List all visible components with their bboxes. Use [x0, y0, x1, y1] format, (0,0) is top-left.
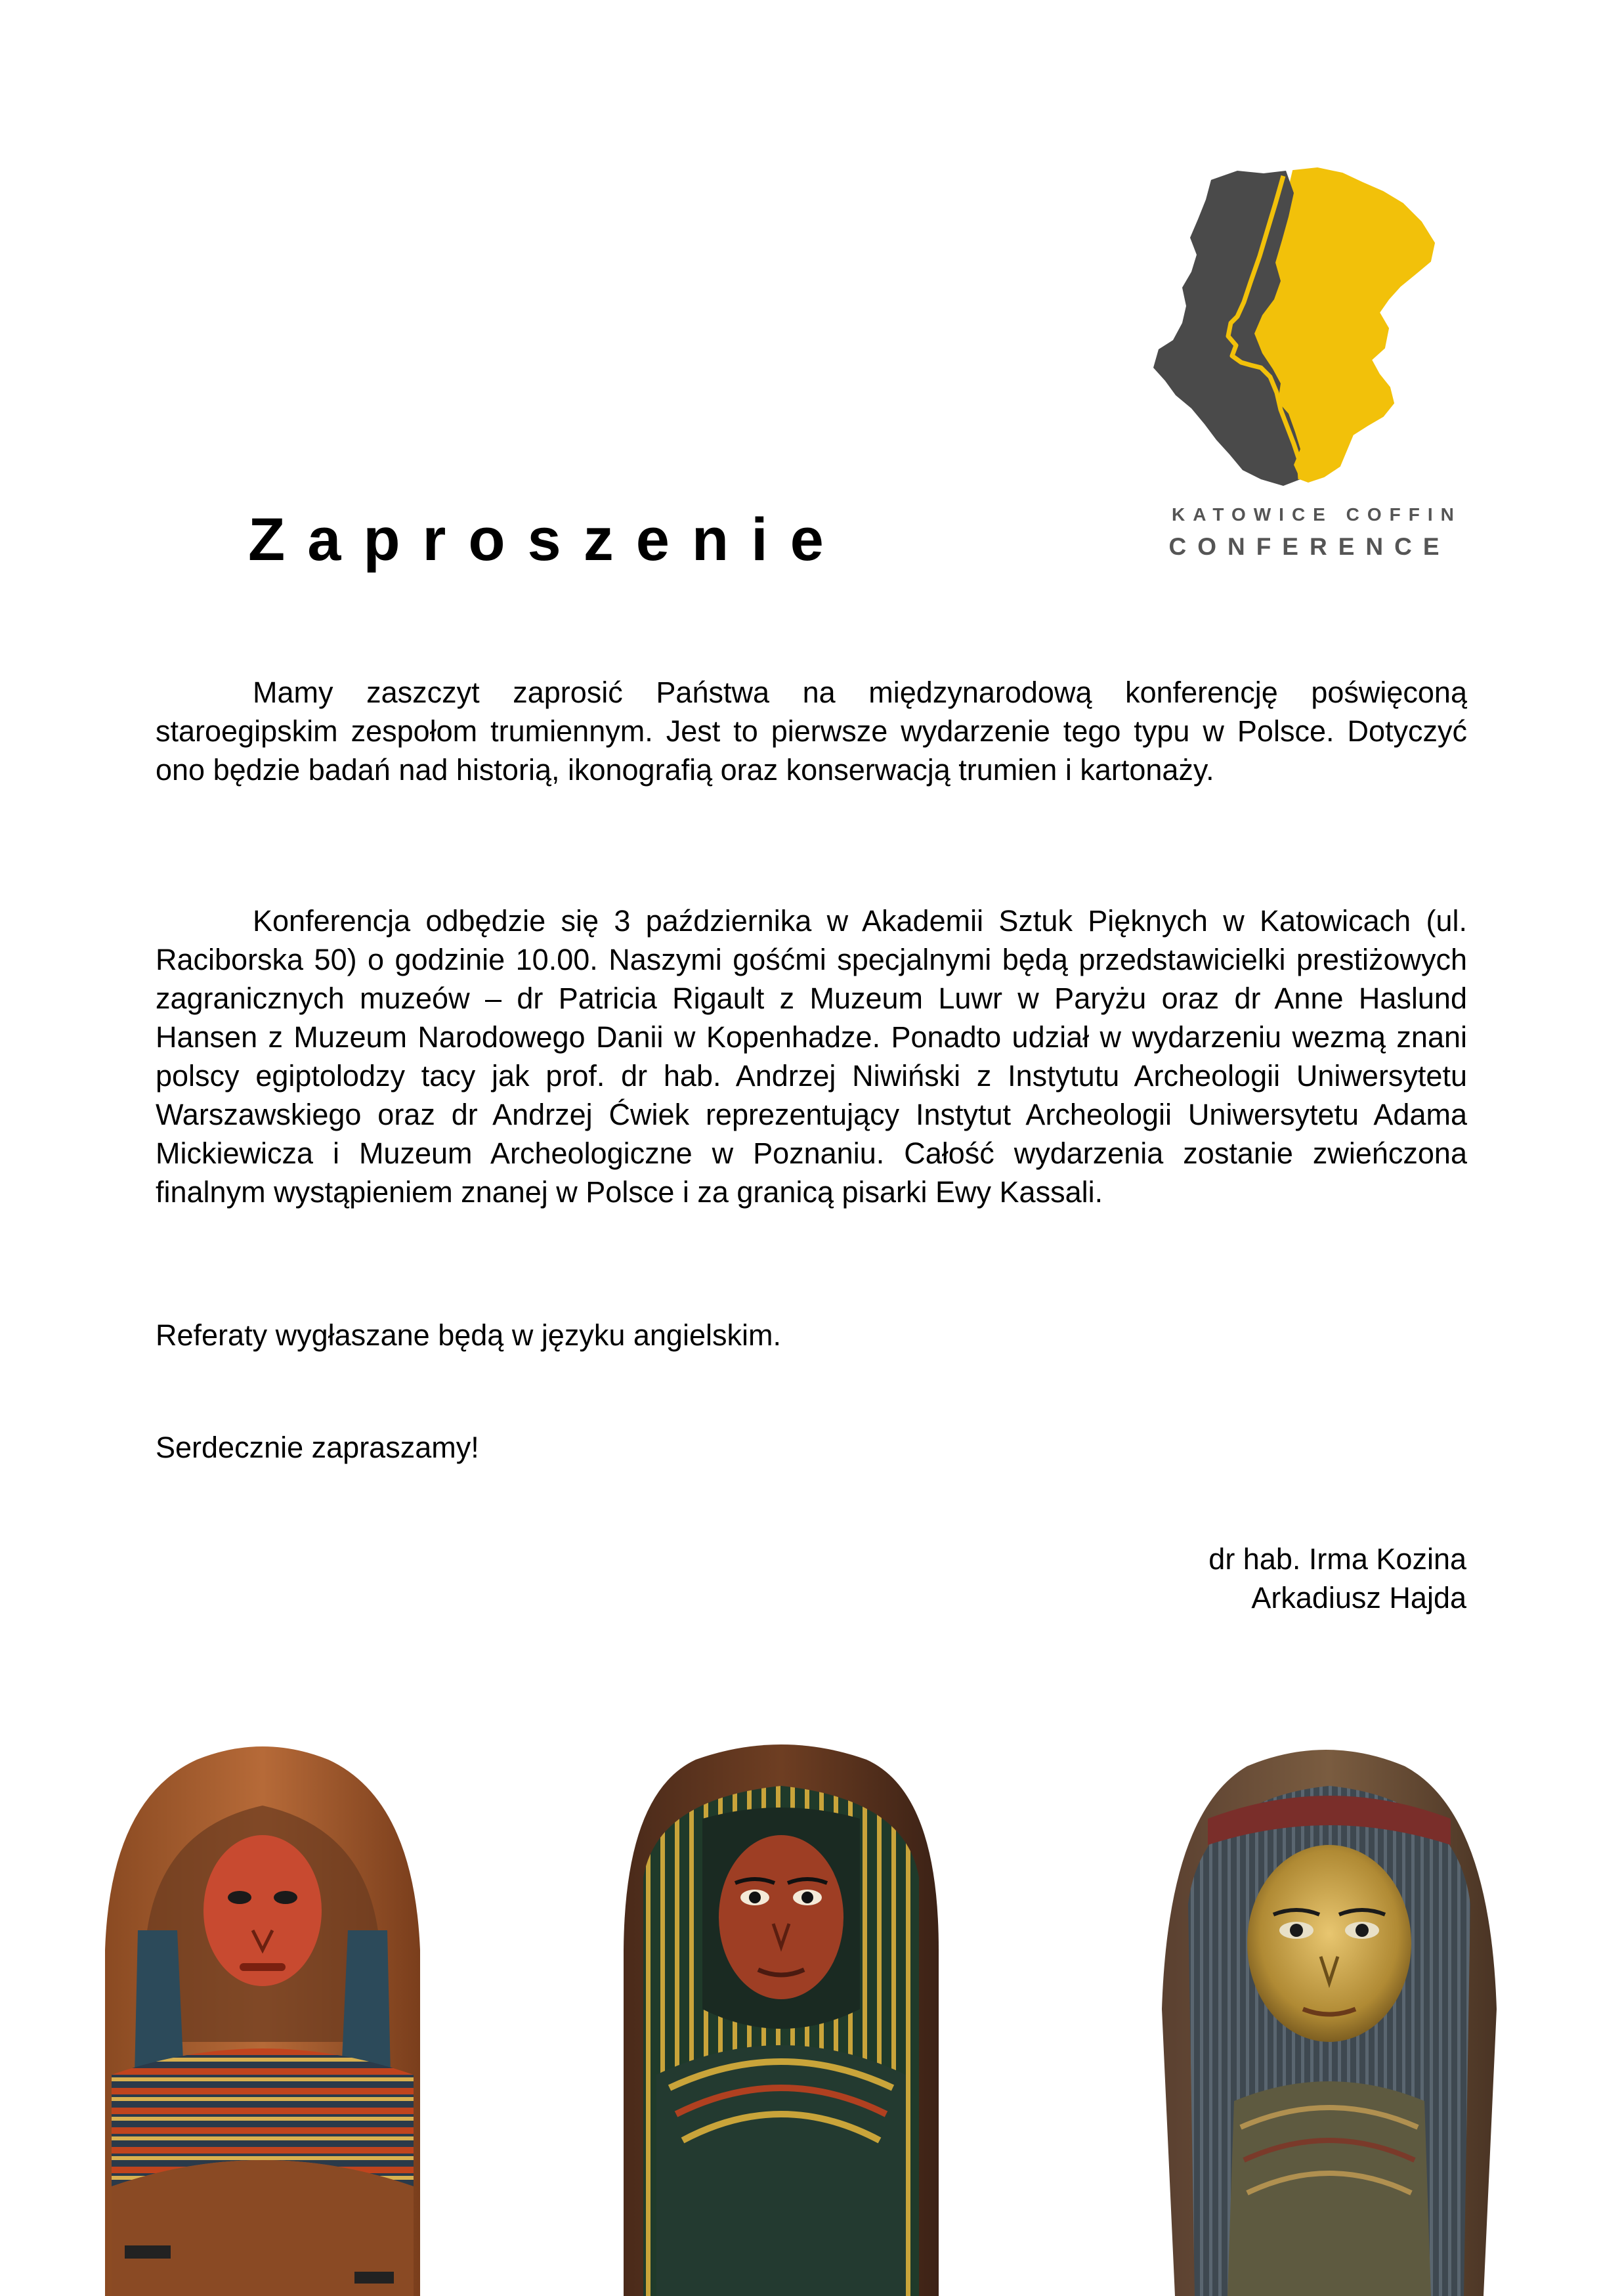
details-paragraph [156, 901, 1467, 1211]
paragraph-4: Serdecznie zapraszamy! [156, 1431, 479, 1464]
intro-paragraph [156, 673, 1467, 789]
paragraph-2: Konferencja odbędzie się 3 października w Akademii Sztuk Pięknych w Katowicach (ul. Raciborska 50) o godzinie 10.00. Naszymi gośćmi specjalnymi będą przedstawicielki prestiżowych zagranicznych muzeów – dr Patricia Rigault z Muzeum Luwr w Paryżu oraz dr Anne Haslund Hansen z Muzeum Narodowego Danii w Kopenhadze. Ponadto udział w wydarzeniu wezmą znani polscy egiptolodzy tacy jak prof. dr hab. Andrzej Niwiński z Instytutu Archeologii Uniwersytetu Warszawskiego oraz dr Andrzej Ćwiek reprezentujący Instytut Archeologii Uniwersytetu Adama Mickiewicza i Muzeum Archeologiczne w Poznaniu. Całość wydarzenia zostanie zwieńczona finalnym wystąpieniem znanej w Polsce i za granicą pisarki Ewy Kassali. [156, 904, 1467, 1209]
page-title: Zaproszenie [248, 506, 846, 573]
signature-block [1208, 1540, 1466, 1617]
coffin-1 [105, 1746, 420, 2296]
paragraph-3: Referaty wygłaszane będą w języku angielskim. [156, 1318, 781, 1352]
coffin-images [98, 1733, 1523, 2296]
logo-text-line2: CONFERENCE [1168, 533, 1451, 560]
signature-name-2: Arkadiusz Hajda [1251, 1581, 1466, 1614]
egyptian-coffins-illustration [98, 1733, 1523, 2296]
closing-line [156, 1428, 1467, 1467]
coffin-3 [1162, 1750, 1497, 2296]
coffin-2 [624, 1744, 939, 2296]
signature-name-1: dr hab. Irma Kozina [1208, 1542, 1466, 1576]
logo-text-line1: KATOWICE COFFIN [1172, 504, 1462, 525]
language-note [156, 1316, 1467, 1354]
conference-logo [1145, 151, 1474, 571]
paragraph-1: Mamy zaszczyt zaprosić Państwa na międzynarodową konferencję poświęconą staroegipskim zespołom trumiennym. Jest to pierwsze wydarzenie tego typu w Polsce. Dotyczyć ono będzie badań nad historią, ikonografią oraz konserwacją trumien i kartonaży. [156, 676, 1467, 787]
